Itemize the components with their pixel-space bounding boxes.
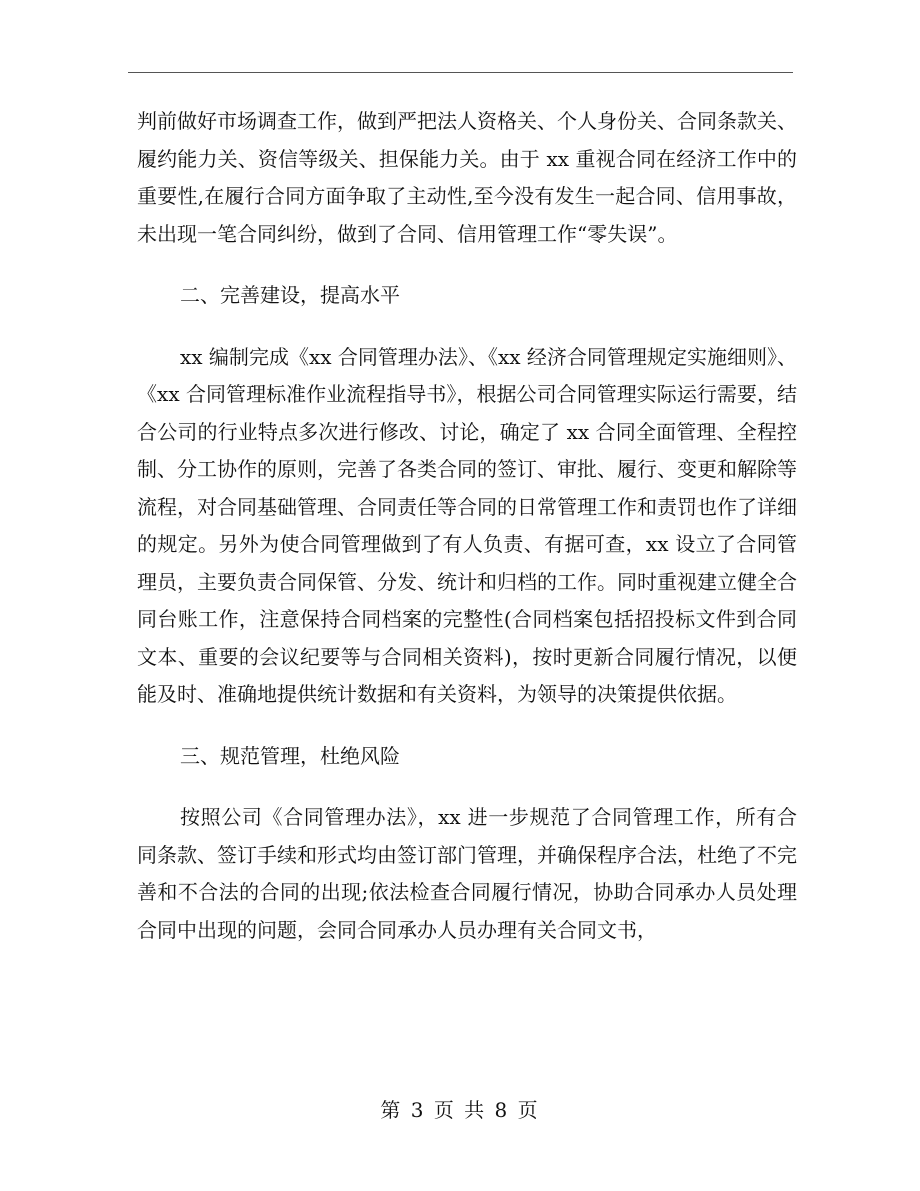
paragraph-section-3: 按照公司《合同管理办法》，xx 进一步规范了合同管理工作，所有合同条款、签订手续和形式均由签订部门管理，并确保程序合法，杜绝了不完善和不合法的合同的出现;依法检查合同履行情况，协助合同承办人员处理合同中出现的问题，会同合同承办人员办理有关合同文书， xyxy=(137,805,797,942)
header-divider xyxy=(128,72,793,73)
section-heading-2: 二、完善建设，提高水平 xyxy=(180,283,400,307)
section-heading-3: 三、规范管理，杜绝风险 xyxy=(180,743,400,768)
paragraph-section-2: xx 编制完成《xx 合同管理办法》、《xx 经济合同管理规定实施细则》、《xx 合同管理标准作业流程指导书》，根据公司合同管理实际运行需要，结合公司的行业特点多次进行修改、讨论，确定了 xx 合同全面管理、全程控制、分工协作的原则，完善了各类合同的签订、审批、履行、变更和解除等流程，对合同基础管理、合同责任等合同的日常管理工作和责罚也作了详细的规定。另外为使合同管理做到了有人负责、有据可查，xx 设立了合同管理员，主要负责合同保管、分发、统计和归档的工作。同时重视建立健全合同台账工作，注意保持合同档案的完整性(合同档案包括招投标文件到合同文本、重要的会议纪要等与合同相关资料)，按时更新合同履行情况，以便能及时、准确地提供统计数据和有关资料，为领导的决策提供依据。 xyxy=(137,344,797,706)
page-number: 第 3 页 共 8 页 xyxy=(380,1098,540,1122)
paragraph-continuation: 判前做好市场调查工作，做到严把法人资格关、个人身份关、合同条款关、履约能力关、资信等级关、担保能力关。由于 xx 重视合同在经济工作中的重要性,在履行合同方面争取了主动性,至今没有发生一起合同、信用事故，未出现一笔合同纠纷，做到了合同、信用管理工作“零失误”。 xyxy=(137,109,797,246)
document-body xyxy=(137,103,797,949)
